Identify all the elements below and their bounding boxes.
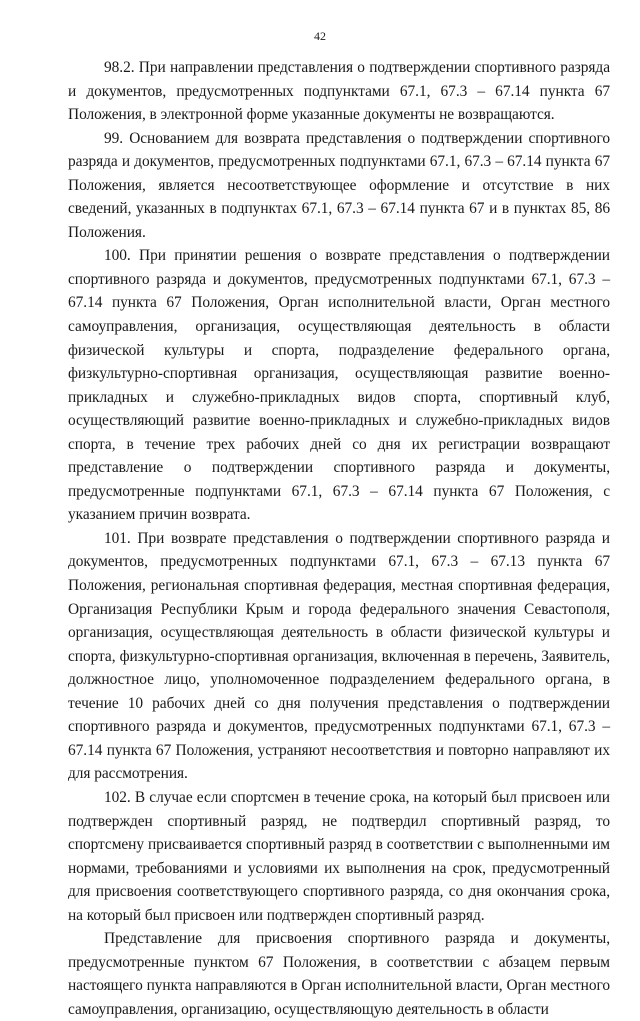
- paragraph-99: 99. Основанием для возврата представления о подтверждении спортивного разряда и документов, предусмотренных подпунктами 67.1, 67.3 – 67.14 пункта 67 Положения, является несоответствующее оформление и отсутствие в них сведений, указанных в подпунктах 67.1, 67.3 – 67.14 пункта 67 и в пунктах 85, 86 Положения.: [68, 129, 610, 241]
- page-number: 42: [314, 29, 326, 43]
- paragraph-102-continuation: Представление для присвоения спортивного разряда и документы, предусмотренные пунктом 67 Положения, в соответствии с абзацем первым настоящего пункта направляются в Орган исполнительной власти, Орган местного самоуправления, организацию, осуществляющую деятельность в области: [68, 930, 610, 1018]
- document-body: [68, 56, 610, 1021]
- paragraph-101: 101. При возврате представления о подтверждении спортивного разряда и документов, предусмотренных подпунктами 67.1, 67.3 – 67.13 пункта 67 Положения, региональная спортивная федерация, местная спортивная федерация, Организация Республики Крым и города федерального значения Севастополя, организация, осуществляющая деятельность в области физической культуры и спорта, физкультурно-спортивная организация, включенная в перечень, Заявитель, должностное лицо, уполномоченное подразделением федерального органа, в течение 10 рабочих дней со дня получения представления о подтверждении спортивного разряда и документов, предусмотренных подпунктами 67.1, 67.3 – 67.14 пункта 67 Положения, устраняют несоответствия и повторно направляют их для рассмотрения.: [68, 529, 610, 783]
- paragraph-98-2: 98.2. При направлении представления о подтверждении спортивного разряда и документов, предусмотренных подпунктами 67.1, 67.3 – 67.14 пункта 67 Положения, в электронной форме указанные документы не возвращаются.: [68, 59, 610, 124]
- paragraph-100: 100. При принятии решения о возврате представления о подтверждении спортивного разряда и документов, предусмотренных подпунктами 67.1, 67.3 – 67.14 пункта 67 Положения, Орган исполнительной власти, Орган местного самоуправления, организация, осуществляющая деятельность в области физической культуры и спорта, подразделение федерального органа, физкультурно-спортивная организация, осуществляющая развитие военно-прикладных и служебно-прикладных видов спорта, спортивный клуб, осуществляющий развитие военно-прикладных и служебно-прикладных видов спорта, в течение трех рабочих дней со дня их регистрации возвращают представление о подтверждении спортивного разряда и документы, предусмотренные подпунктами 67.1, 67.3 – 67.14 пункта 67 Положения, с указанием причин возврата.: [68, 247, 610, 524]
- paragraph-102: 102. В случае если спортсмен в течение срока, на который был присвоен или подтвержден спортивный разряд, не подтвердил спортивный разряд, то спортсмену присваивается спортивный разряд в соответствии с выполненными им нормами, требованиями и условиями их выполнения на срок, предусмотренный для присвоения соответствующего спортивного разряда, со дня окончания срока, на который был присвоен или подтвержден спортивный разряд.: [68, 788, 610, 924]
